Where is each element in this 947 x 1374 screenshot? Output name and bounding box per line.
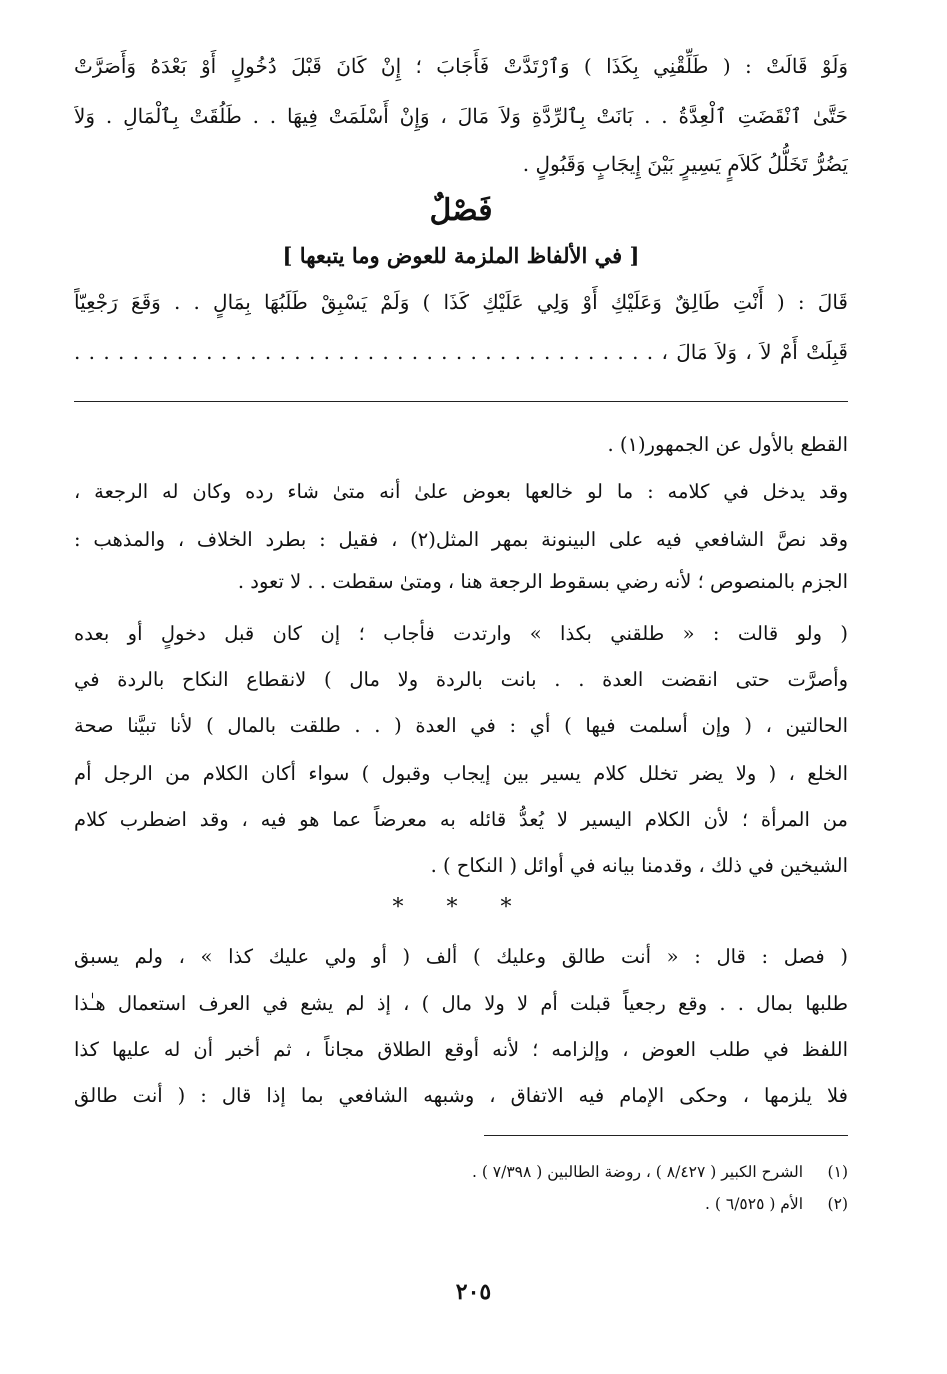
sharh-line-7: الحالتين ، ( وإن أسلمت فيها ) أي : في العدة ( . . طلقت بالمال ) لأنا تبيَّنا صحة bbox=[74, 714, 848, 737]
footnote-1-text: الشرح الكبير ( ٨/٤٢٧ ) ، روضة الطالبين ( ٧/٣٩٨ ) . bbox=[471, 1163, 804, 1181]
page-number: ٢٠٥ bbox=[455, 1279, 492, 1305]
sharh-line-3: وقد نصَّ الشافعي فيه على البينونة بمهر المثل(٢) ، فقيل : بطرد الخلاف ، والمذهب : bbox=[74, 528, 848, 551]
fasl-heading: فَصْلٌ bbox=[429, 193, 493, 228]
fasl-sharh-line-3: اللفظ في طلب العوض ، وإلزامه ؛ لأنه أوقع الطلاق مجاناً ، ثم أخبر أن له عليها كذا bbox=[74, 1038, 848, 1061]
footnote-2 bbox=[74, 1190, 848, 1218]
section-divider-stars: * * * bbox=[392, 895, 530, 920]
matn-sharh-separator bbox=[74, 401, 848, 402]
fasl-sharh-line-4: فلا يلزمها ، وحكى الإمام فيه الاتفاق ، وشبهه الشافعي بما إذا قال : ( أنت طالق bbox=[74, 1084, 848, 1107]
footnote-separator bbox=[484, 1135, 848, 1136]
fasl-sharh-line-2: طلبها بمال . . وقع رجعياً قبلت أم لا ولا مال ) ، إذ لم يشع في العرف استعمال هـٰذا bbox=[74, 992, 848, 1015]
matn-line-3: يَضُرُّ تَخَلُّلُ كَلاَمٍ يَسِيرٍ بَيْنَ إِيجَابٍ وَقَبُولٍ . bbox=[522, 152, 848, 176]
sharh-line-9: من المرأة ؛ لأن الكلام اليسير لا يُعدُّ قائله به معرضاً عما هو فيه ، وقد اضطرب كلام bbox=[74, 808, 848, 831]
fasl-matn-line-1: قَالَ : ( أَنْتِ طَالِقٌ وَعَلَيْكِ أَوْ وَلِي عَلَيْكِ كَذَا ) وَلَمْ يَسْبِقْ طَلَبُهَا بِمَالٍ . . وَقَعَ رَجْعِيّاً bbox=[74, 290, 848, 314]
fasl-matn-line-2: قَبِلَتْ أَمْ لاَ ، وَلاَ مَالَ ، . . . . . . . . . . . . . . . . . . . . . . . . . . . . . . . . . . . . . . . . bbox=[74, 340, 848, 364]
footnote-2-text: الأم ( ٦/٥٢٥ ) . bbox=[705, 1195, 804, 1213]
footnote-1-number: (١) bbox=[827, 1163, 848, 1181]
fasl-subheading: [ في الألفاظ الملزمة للعوض وما يتبعها ] bbox=[282, 243, 640, 268]
fasl-sharh-line-1: ( فصل : قال : « أنت طالق وعليك ) ألف ( أو ولي عليك كذا » ، ولم يسبق bbox=[74, 945, 848, 968]
sharh-line-2: وقد يدخل في كلامه : ما لو خالعها بعوض علىٰ أنه متىٰ شاء رده وكان له الرجعة ، bbox=[74, 480, 848, 503]
matn-line-2: حَتَّىٰ ٱنْقَضَتِ ٱلْعِدَّةُ . . بَانَتْ بِٱلرِّدَّةِ وَلاَ مَالَ ، وَإِنْ أَسْلَمَتْ فِيهَا . . طَلُقَتْ بِٱلْمَالِ . وَلاَ bbox=[74, 104, 848, 128]
sharh-line-1: القطع بالأول عن الجمهور(١) . bbox=[607, 433, 848, 456]
matn-line-1: وَلَوْ قَالَتْ : ( طَلِّقْنِي بِكَذَا ) وَٱرْتَدَّتْ فَأَجَابَ ؛ إِنْ كَانَ قَبْلَ دُخُولٍ أَوْ بَعْدَهُ وَأَصَرَّتْ bbox=[74, 54, 848, 78]
footnote-1 bbox=[74, 1158, 848, 1186]
sharh-line-10: الشيخين في ذلك ، وقدمنا بيانه في أوائل ( النكاح ) . bbox=[430, 854, 848, 877]
footnote-2-number: (٢) bbox=[827, 1195, 848, 1213]
sharh-line-8: الخلع ، ( ولا يضر تخلل كلام يسير بين إيجاب وقبول ) سواء أكان الكلام من الرجل أم bbox=[74, 762, 848, 785]
sharh-line-4: الجزم بالمنصوص ؛ لأنه رضي بسقوط الرجعة هنا ، ومتىٰ سقطت . . لا تعود . bbox=[237, 570, 848, 593]
sharh-line-5: ( ولو قالت : « طلقني بكذا » وارتدت فأجاب ؛ إن كان قبل دخولٍ أو بعده bbox=[74, 622, 848, 645]
sharh-line-6: وأصرَّت حتى انقضت العدة . . بانت بالردة ولا مال ) لانقطاع النكاح بالردة في bbox=[74, 668, 848, 691]
